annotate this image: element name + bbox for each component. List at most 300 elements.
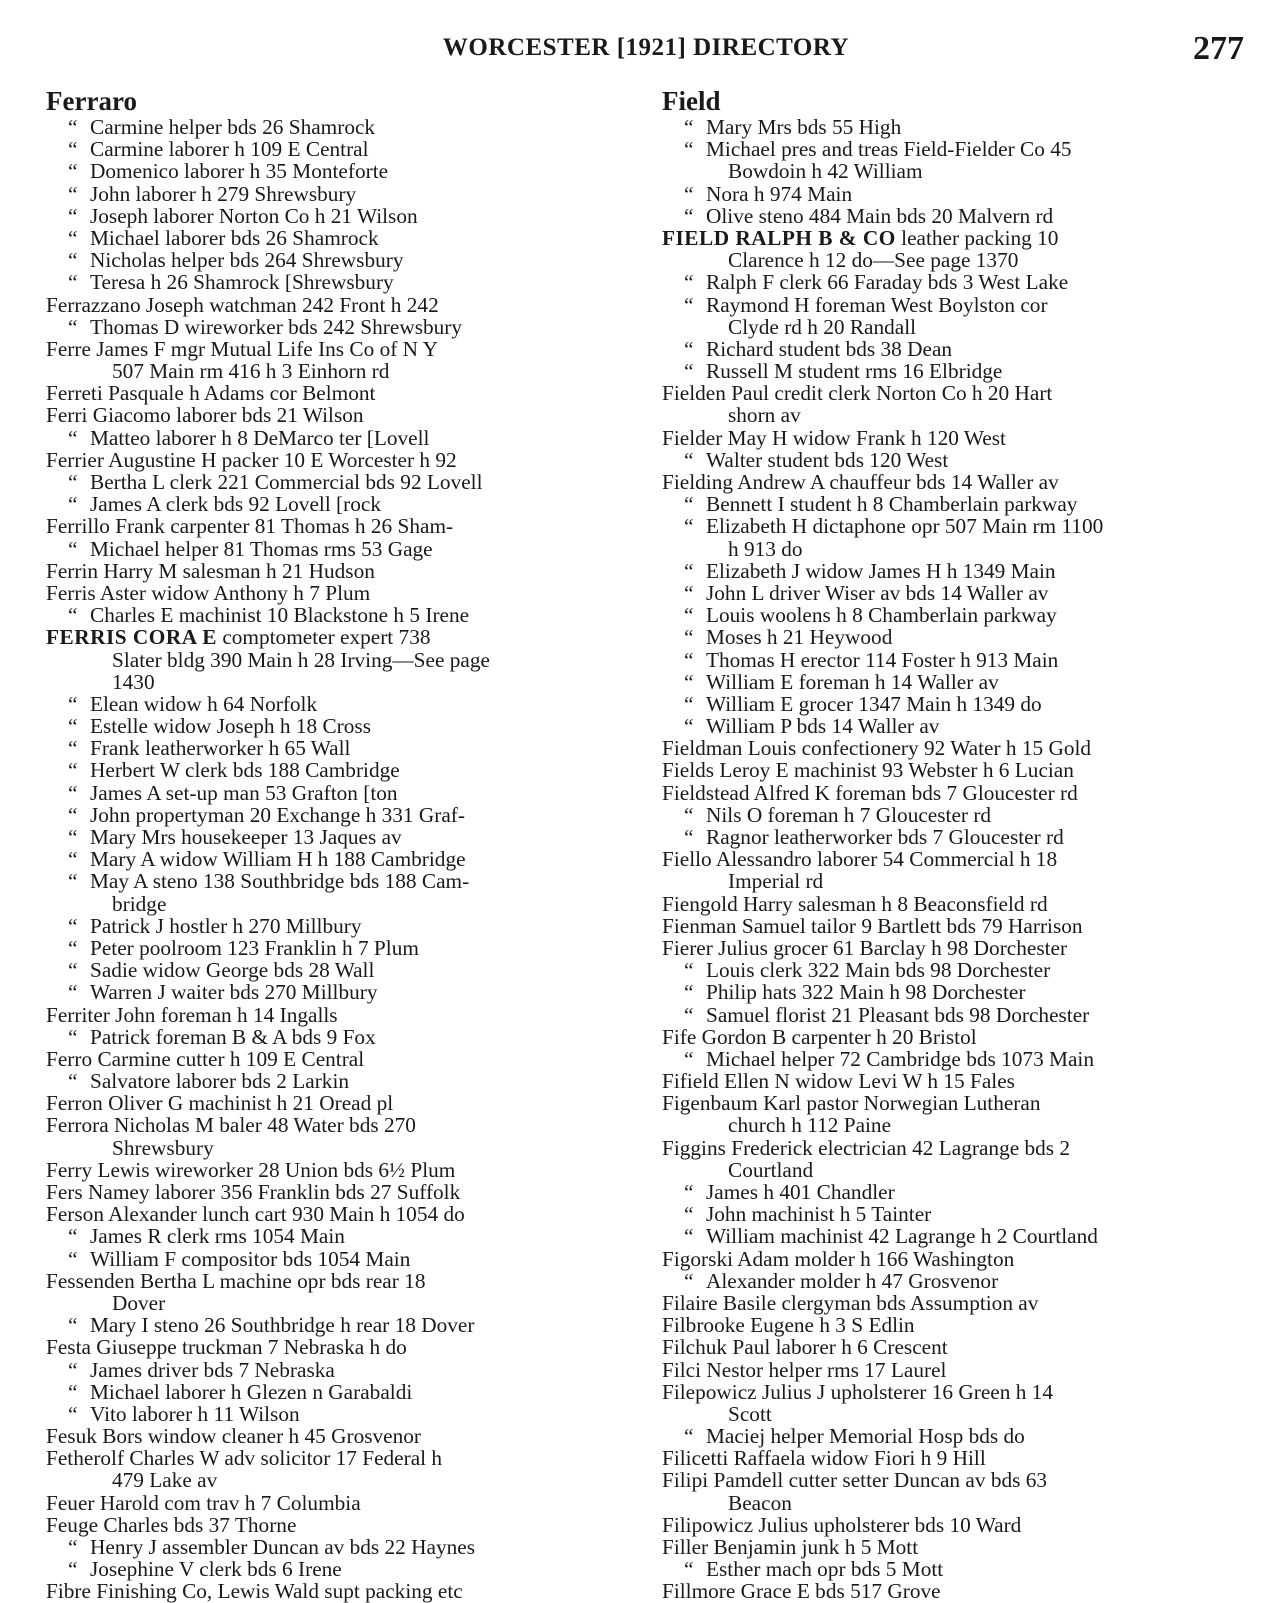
entry-text: Shrewsbury xyxy=(112,1135,214,1160)
directory-entry xyxy=(46,826,626,848)
ditto-mark: “ xyxy=(68,736,78,761)
entry-text: Ferson Alexander lunch cart 930 Main h 1054 do xyxy=(46,1202,465,1227)
directory-entry xyxy=(46,360,626,382)
business-name: FERRIS CORA E xyxy=(46,625,217,650)
directory-entry xyxy=(46,693,626,715)
entry-text: shorn av xyxy=(728,403,801,428)
directory-entry xyxy=(662,404,1244,426)
entry-text: Herbert W clerk bds 188 Cambridge xyxy=(90,758,400,783)
entry-text: Clyde rd h 20 Randall xyxy=(728,314,917,339)
entry-text: Filaire Basile clergyman bds Assumption av xyxy=(662,1290,1039,1315)
entry-text: Fiello Alessandro laborer 54 Commercial h 18 xyxy=(662,847,1058,872)
entry-text: Ferrazzano Joseph watchman 242 Front h 242 xyxy=(46,292,439,317)
entry-text: Feuer Harold com trav h 7 Columbia xyxy=(46,1490,361,1515)
directory-entry xyxy=(46,471,626,493)
ditto-mark: “ xyxy=(684,714,694,739)
ditto-mark: “ xyxy=(68,935,78,960)
entry-list xyxy=(46,116,626,1603)
entry-text: William E grocer 1347 Main h 1349 do xyxy=(706,691,1042,716)
directory-entry xyxy=(662,1469,1244,1491)
ditto-mark: “ xyxy=(684,203,694,228)
ditto-mark: “ xyxy=(68,536,78,561)
entry-text: Feuge Charles bds 37 Thorne xyxy=(46,1512,297,1537)
directory-entry xyxy=(46,1314,626,1336)
ditto-mark: “ xyxy=(684,980,694,1005)
entry-text: Louis woolens h 8 Chamberlain parkway xyxy=(706,603,1057,628)
directory-entry xyxy=(46,1447,626,1469)
directory-entry xyxy=(46,160,626,182)
entry-text: Salvatore laborer bds 2 Larkin xyxy=(90,1069,350,1094)
ditto-mark: “ xyxy=(684,958,694,983)
directory-entry xyxy=(662,1004,1244,1026)
ditto-mark: “ xyxy=(68,980,78,1005)
directory-entry xyxy=(662,1225,1244,1247)
directory-entry xyxy=(46,515,626,537)
directory-entry xyxy=(662,227,1244,249)
directory-entry xyxy=(662,1381,1244,1403)
ditto-mark: “ xyxy=(68,1401,78,1426)
ditto-mark: “ xyxy=(68,225,78,250)
entry-text: Michael helper 72 Cambridge bds 1073 Main xyxy=(706,1046,1094,1071)
directory-entry xyxy=(46,1181,626,1203)
entry-text: Mary Mrs housekeeper 13 Jaques av xyxy=(90,825,402,849)
entry-text: Figorski Adam molder h 166 Washington xyxy=(662,1246,1015,1271)
entry-text: Thomas H erector 114 Foster h 913 Main xyxy=(706,647,1059,672)
entry-text: Figenbaum Karl pastor Norwegian Lutheran xyxy=(662,1091,1041,1116)
directory-entry xyxy=(46,959,626,981)
ditto-mark: “ xyxy=(68,1379,78,1404)
entry-text: Fielder May H widow Frank h 120 West xyxy=(662,425,1006,450)
ditto-mark: “ xyxy=(684,336,694,361)
entry-text: Filepowicz Julius J upholsterer 16 Green h 14 xyxy=(662,1379,1053,1404)
entry-text: Ralph F clerk 66 Faraday bds 3 West Lake xyxy=(706,270,1069,295)
directory-entry xyxy=(46,294,626,316)
ditto-mark: “ xyxy=(684,825,694,849)
entry-text: Ferris Aster widow Anthony h 7 Plum xyxy=(46,580,371,605)
ditto-mark: “ xyxy=(684,447,694,472)
directory-entry xyxy=(662,360,1244,382)
directory-entry xyxy=(662,737,1244,759)
ditto-mark: “ xyxy=(68,203,78,228)
entry-text: 507 Main rm 416 h 3 Einhorn rd xyxy=(112,359,390,384)
entry-text: Maciej helper Memorial Hosp bds do xyxy=(706,1424,1025,1449)
entry-text: Warren J waiter bds 270 Millbury xyxy=(90,980,378,1005)
entry-text: Mary A widow William H h 188 Cambridge xyxy=(90,847,466,872)
directory-entry xyxy=(46,560,626,582)
entry-text: Ferreti Pasquale h Adams cor Belmont xyxy=(46,381,376,406)
entry-text: Michael pres and treas Field-Fielder Co 45 xyxy=(706,137,1072,162)
entry-text: Charles E machinist 10 Blackstone h 5 Irene xyxy=(90,603,470,628)
entry-text: Mary Mrs bds 55 High xyxy=(706,115,902,139)
directory-entry xyxy=(662,981,1244,1003)
entry-text: Bowdoin h 42 William xyxy=(728,159,923,184)
directory-entry xyxy=(46,1159,626,1181)
entry-text: Louis clerk 322 Main bds 98 Dorchester xyxy=(706,958,1051,983)
entry-text: Fife Gordon B carpenter h 20 Bristol xyxy=(662,1024,977,1049)
ditto-mark: “ xyxy=(684,1424,694,1449)
directory-entry xyxy=(662,449,1244,471)
entry-text: Filipi Pamdell cutter setter Duncan av bds 63 xyxy=(662,1468,1048,1493)
ditto-mark: “ xyxy=(684,1180,694,1204)
entry-text: Ferri Giacomo laborer bds 21 Wilson xyxy=(46,403,364,428)
entry-text: Peter poolroom 123 Franklin h 7 Plum xyxy=(90,935,419,960)
directory-entry xyxy=(662,715,1244,737)
directory-entry xyxy=(662,759,1244,781)
entry-text: Courtland xyxy=(728,1157,814,1182)
entry-text: Slater bldg 390 Main h 28 Irving—See page xyxy=(112,647,490,672)
entry-text: Filbrooke Eugene h 3 S Edlin xyxy=(662,1313,915,1338)
directory-entry xyxy=(46,981,626,1003)
directory-entry xyxy=(46,1514,626,1536)
directory-entry xyxy=(46,1381,626,1403)
ditto-mark: “ xyxy=(684,647,694,672)
entry-text: Fierer Julius grocer 61 Barclay h 98 Dorchester xyxy=(662,935,1068,960)
entry-text: Fers Namey laborer 356 Franklin bds 27 Suffolk xyxy=(46,1180,461,1204)
entry-text: church h 112 Paine xyxy=(728,1113,892,1138)
section-heading: Ferraro xyxy=(46,86,137,116)
left-column xyxy=(46,86,626,1603)
directory-entry xyxy=(46,915,626,937)
section-heading: Field xyxy=(662,86,721,116)
entry-text: leather packing 10 xyxy=(895,225,1059,250)
page-header xyxy=(48,30,1244,74)
directory-entry xyxy=(46,1114,626,1136)
directory-entry xyxy=(662,693,1244,715)
entry-text: Teresa h 26 Shamrock [Shrewsbury xyxy=(90,270,394,295)
directory-entry xyxy=(662,1070,1244,1092)
entry-text: Filipowicz Julius upholsterer bds 10 Ward xyxy=(662,1512,1022,1537)
directory-entry xyxy=(662,1536,1244,1558)
entry-text: Fieldman Louis confectionery 92 Water h 15 Gold xyxy=(662,736,1092,761)
directory-entry xyxy=(662,1114,1244,1136)
entry-text: Sadie widow George bds 28 Wall xyxy=(90,958,375,983)
ditto-mark: “ xyxy=(684,492,694,517)
entry-text: Alexander molder h 47 Grosvenor xyxy=(706,1268,999,1293)
entry-text: bridge xyxy=(112,891,167,916)
ditto-mark: “ xyxy=(684,1268,694,1293)
entry-text: Raymond H foreman West Boylston cor xyxy=(706,292,1048,317)
directory-entry xyxy=(662,1447,1244,1469)
directory-entry xyxy=(662,1026,1244,1048)
entry-text: Olive steno 484 Main bds 20 Malvern rd xyxy=(706,203,1054,228)
entry-text: Ferre James F mgr Mutual Life Ins Co of N Y xyxy=(46,336,438,361)
ditto-mark: “ xyxy=(68,691,78,716)
ditto-mark: “ xyxy=(684,181,694,206)
ditto-mark: “ xyxy=(684,292,694,317)
directory-entry xyxy=(662,1159,1244,1181)
directory-entry xyxy=(662,338,1244,360)
entry-text: Patrick foreman B & A bds 9 Fox xyxy=(90,1024,376,1049)
directory-entry xyxy=(46,1070,626,1092)
directory-entry xyxy=(662,560,1244,582)
entry-text: Fesuk Bors window cleaner h 45 Grosvenor xyxy=(46,1424,421,1449)
directory-entry xyxy=(662,1492,1244,1514)
entry-text: Ferrier Augustine H packer 10 E Worcester h 92 xyxy=(46,447,457,472)
entry-text: Fielden Paul credit clerk Norton Co h 20 Hart xyxy=(662,381,1053,406)
directory-entry xyxy=(46,138,626,160)
directory-entry xyxy=(46,1469,626,1491)
directory-entry xyxy=(46,671,626,693)
entry-text: Russell M student rms 16 Elbridge xyxy=(706,359,1003,384)
directory-entry xyxy=(46,1026,626,1048)
entry-text: Carmine laborer h 109 E Central xyxy=(90,137,369,162)
directory-entry xyxy=(662,427,1244,449)
directory-entry xyxy=(662,1425,1244,1447)
directory-entry xyxy=(46,183,626,205)
ditto-mark: “ xyxy=(68,1535,78,1559)
entry-text: Fielding Andrew A chauffeur bds 14 Waller av xyxy=(662,470,1059,494)
directory-entry xyxy=(662,316,1244,338)
entry-text: Fields Leroy E machinist 93 Webster h 6 Lucian xyxy=(662,758,1074,783)
directory-entry xyxy=(46,205,626,227)
directory-entry xyxy=(46,782,626,804)
entry-text: Beacon xyxy=(728,1490,792,1515)
entry-text: Fetherolf Charles W adv solicitor 17 Federal h xyxy=(46,1446,443,1471)
directory-entry xyxy=(46,249,626,271)
ditto-mark: “ xyxy=(684,1202,694,1227)
entry-text: John machinist h 5 Tainter xyxy=(706,1202,932,1227)
entry-text: Bennett I student h 8 Chamberlain parkway xyxy=(706,492,1078,517)
entry-text: Elizabeth J widow James H h 1349 Main xyxy=(706,558,1056,583)
ditto-mark: “ xyxy=(684,359,694,384)
directory-entry xyxy=(46,1048,626,1070)
directory-entry xyxy=(662,1137,1244,1159)
directory-entry xyxy=(662,604,1244,626)
ditto-mark: “ xyxy=(68,714,78,739)
directory-entry xyxy=(46,737,626,759)
directory-entry xyxy=(662,1558,1244,1580)
business-name: FIELD RALPH B & CO xyxy=(662,225,896,250)
directory-entry xyxy=(662,1514,1244,1536)
directory-entry xyxy=(662,915,1244,937)
entry-text: James R clerk rms 1054 Main xyxy=(90,1224,345,1249)
directory-entry xyxy=(46,759,626,781)
directory-entry xyxy=(662,937,1244,959)
entry-text: Vito laborer h 11 Wilson xyxy=(90,1401,300,1426)
directory-entry xyxy=(46,538,626,560)
entry-text: Nicholas helper bds 264 Shrewsbury xyxy=(90,248,404,273)
entry-text: Fessenden Bertha L machine opr bds rear 18 xyxy=(46,1268,426,1293)
entry-text: Walter student bds 120 West xyxy=(706,447,949,472)
entry-text: Elizabeth H dictaphone opr 507 Main rm 1100 xyxy=(706,514,1104,539)
entry-text: h 913 do xyxy=(728,536,803,561)
directory-entry xyxy=(46,338,626,360)
directory-entry xyxy=(662,1403,1244,1425)
entry-text: Ferron Oliver G machinist h 21 Oread pl xyxy=(46,1091,394,1116)
directory-entry xyxy=(46,1536,626,1558)
directory-entry xyxy=(662,471,1244,493)
directory-entry xyxy=(46,649,626,671)
entry-text: Ferriter John foreman h 14 Ingalls xyxy=(46,1002,338,1027)
entry-text: Esther mach opr bds 5 Mott xyxy=(706,1557,944,1582)
entry-text: Festa Giuseppe truckman 7 Nebraska h do xyxy=(46,1335,407,1360)
directory-entry xyxy=(46,116,626,138)
directory-entry xyxy=(662,959,1244,981)
entry-text: Ferrin Harry M salesman h 21 Hudson xyxy=(46,558,375,583)
ditto-mark: “ xyxy=(68,181,78,206)
ditto-mark: “ xyxy=(68,958,78,983)
directory-entry xyxy=(662,515,1244,537)
ditto-mark: “ xyxy=(68,1024,78,1049)
directory-entry xyxy=(46,1292,626,1314)
directory-entry xyxy=(46,1270,626,1292)
entry-text: 1430 xyxy=(112,669,155,694)
directory-entry xyxy=(662,1248,1244,1270)
directory-entry xyxy=(46,1137,626,1159)
directory-entry xyxy=(46,1004,626,1026)
directory-entry xyxy=(662,626,1244,648)
ditto-mark: “ xyxy=(684,1224,694,1249)
directory-entry xyxy=(46,1580,626,1602)
directory-entry xyxy=(46,870,626,892)
directory-entry xyxy=(662,1336,1244,1358)
directory-entry xyxy=(662,1092,1244,1114)
ditto-mark: “ xyxy=(684,1002,694,1027)
ditto-mark: “ xyxy=(68,115,78,139)
entry-text: Fillmore Grace E bds 517 Grove xyxy=(662,1579,941,1603)
directory-entry xyxy=(662,804,1244,826)
directory-entry xyxy=(662,826,1244,848)
entry-text: Mary I steno 26 Southbridge h rear 18 Dover xyxy=(90,1313,475,1338)
ditto-mark: “ xyxy=(68,847,78,872)
entry-text: Fifield Ellen N widow Levi W h 15 Fales xyxy=(662,1069,1015,1094)
directory-entry xyxy=(46,427,626,449)
directory-entry xyxy=(662,116,1244,138)
entry-text: Ferrora Nicholas M baler 48 Water bds 270 xyxy=(46,1113,416,1138)
ditto-mark: “ xyxy=(68,1224,78,1249)
directory-entry xyxy=(662,582,1244,604)
ditto-mark: “ xyxy=(684,1046,694,1071)
ditto-mark: “ xyxy=(684,802,694,827)
entry-text: Joseph laborer Norton Co h 21 Wilson xyxy=(90,203,418,228)
directory-entry xyxy=(662,1359,1244,1381)
entry-text: Fibre Finishing Co, Lewis Wald supt packing etc xyxy=(46,1579,463,1603)
directory-entry xyxy=(46,893,626,915)
entry-text: Michael helper 81 Thomas rms 53 Gage xyxy=(90,536,433,561)
directory-entry xyxy=(662,271,1244,293)
entry-text: Fieldstead Alfred K foreman bds 7 Gloucester rd xyxy=(662,780,1078,805)
directory-entry xyxy=(46,1425,626,1447)
directory-entry xyxy=(662,1270,1244,1292)
ditto-mark: “ xyxy=(68,1246,78,1271)
entry-text: James h 401 Chandler xyxy=(706,1180,895,1204)
directory-entry xyxy=(662,1181,1244,1203)
ditto-mark: “ xyxy=(68,603,78,628)
directory-entry xyxy=(46,449,626,471)
ditto-mark: “ xyxy=(684,514,694,539)
entry-text: William F compositor bds 1054 Main xyxy=(90,1246,411,1271)
directory-entry xyxy=(46,271,626,293)
ditto-mark: “ xyxy=(68,1313,78,1338)
directory-entry xyxy=(662,538,1244,560)
entry-text: Ferrillo Frank carpenter 81 Thomas h 26 Sham- xyxy=(46,514,454,539)
directory-entry xyxy=(662,382,1244,404)
directory-entry xyxy=(662,1314,1244,1336)
directory-entry xyxy=(46,1558,626,1580)
directory-entry xyxy=(662,205,1244,227)
directory-entry xyxy=(662,138,1244,160)
ditto-mark: “ xyxy=(68,1069,78,1094)
entry-text: John laborer h 279 Shrewsbury xyxy=(90,181,357,206)
directory-entry xyxy=(46,626,626,648)
entry-text: May A steno 138 Southbridge bds 188 Cam- xyxy=(90,869,470,894)
page-number: 277 xyxy=(1193,30,1244,67)
directory-entry xyxy=(46,582,626,604)
directory-entry xyxy=(662,671,1244,693)
directory-entry xyxy=(46,1336,626,1358)
directory-entry xyxy=(662,294,1244,316)
ditto-mark: “ xyxy=(68,137,78,162)
entry-text: William P bds 14 Waller av xyxy=(706,714,940,739)
entry-text: Filler Benjamin junk h 5 Mott xyxy=(662,1535,919,1559)
entry-text: William machinist 42 Lagrange h 2 Courtland xyxy=(706,1224,1098,1249)
entry-text: Scott xyxy=(728,1401,772,1426)
ditto-mark: “ xyxy=(68,869,78,894)
entry-text: Estelle widow Joseph h 18 Cross xyxy=(90,714,371,739)
entry-text: Josephine V clerk bds 6 Irene xyxy=(90,1557,342,1582)
entry-text: Bertha L clerk 221 Commercial bds 92 Lovell xyxy=(90,470,483,494)
entry-text: Clarence h 12 do—See page 1370 xyxy=(728,248,1019,273)
entry-text: Thomas D wireworker bds 242 Shrewsbury xyxy=(90,314,463,339)
entry-text: Imperial rd xyxy=(728,869,824,894)
directory-entry xyxy=(46,316,626,338)
entry-text: James driver bds 7 Nebraska xyxy=(90,1357,335,1382)
ditto-mark: “ xyxy=(68,425,78,450)
directory-entry xyxy=(662,249,1244,271)
entry-text: Domenico laborer h 35 Monteforte xyxy=(90,159,389,184)
ditto-mark: “ xyxy=(68,802,78,827)
ditto-mark: “ xyxy=(68,913,78,938)
ditto-mark: “ xyxy=(68,270,78,295)
directory-entry xyxy=(662,493,1244,515)
entry-text: John L driver Wiser av bds 14 Waller av xyxy=(706,580,1049,605)
ditto-mark: “ xyxy=(684,580,694,605)
ditto-mark: “ xyxy=(684,270,694,295)
ditto-mark: “ xyxy=(684,137,694,162)
entry-text: Dover xyxy=(112,1290,166,1315)
directory-entry xyxy=(46,404,626,426)
entry-text: Michael laborer bds 26 Shamrock xyxy=(90,225,379,250)
directory-entry xyxy=(46,804,626,826)
ditto-mark: “ xyxy=(68,314,78,339)
directory-entry xyxy=(662,649,1244,671)
directory-entry xyxy=(46,382,626,404)
entry-text: comptometer expert 738 xyxy=(217,625,431,650)
entry-text: Carmine helper bds 26 Shamrock xyxy=(90,115,376,139)
directory-entry xyxy=(46,227,626,249)
entry-text: William E foreman h 14 Waller av xyxy=(706,669,999,694)
directory-entry xyxy=(662,893,1244,915)
entry-text: Matteo laborer h 8 DeMarco ter [Lovell xyxy=(90,425,430,450)
directory-entry xyxy=(46,1092,626,1114)
right-column xyxy=(662,86,1244,1603)
entry-text: James A set-up man 53 Grafton [ton xyxy=(90,780,398,805)
entry-text: Filchuk Paul laborer h 6 Crescent xyxy=(662,1335,948,1360)
ditto-mark: “ xyxy=(68,1557,78,1582)
directory-entry xyxy=(662,848,1244,870)
directory-entry xyxy=(662,1292,1244,1314)
entry-text: Elean widow h 64 Norfolk xyxy=(90,691,318,716)
entry-text: 479 Lake av xyxy=(112,1468,218,1493)
directory-entry xyxy=(662,1048,1244,1070)
entry-text: Nora h 974 Main xyxy=(706,181,853,206)
entry-text: Richard student bds 38 Dean xyxy=(706,336,953,361)
ditto-mark: “ xyxy=(684,558,694,583)
entry-text: Patrick J hostler h 270 Millbury xyxy=(90,913,362,938)
directory-entry xyxy=(46,604,626,626)
directory-entry xyxy=(46,1403,626,1425)
directory-entry xyxy=(662,1203,1244,1225)
